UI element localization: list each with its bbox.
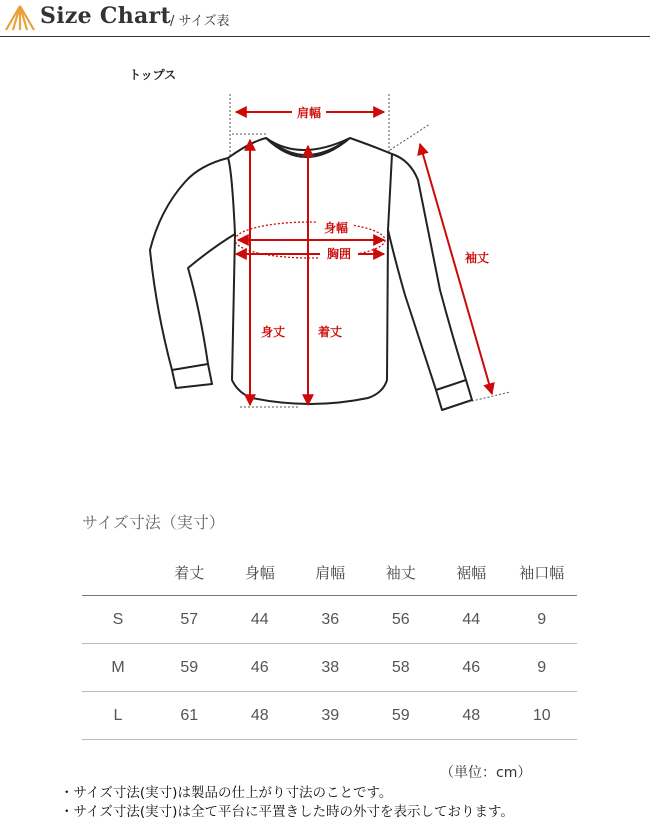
table-cell: 10 [507, 692, 578, 740]
table-cell: 44 [225, 596, 296, 644]
table-cell: 39 [295, 692, 366, 740]
table-cell: 61 [154, 692, 225, 740]
table-cell: 46 [225, 644, 296, 692]
page-title: Size Chart [40, 3, 171, 29]
size-table [82, 550, 577, 740]
page-subtitle: / サイズ表 [170, 14, 230, 29]
label-body-length: 身丈 [260, 325, 286, 339]
table-cell: 36 [295, 596, 366, 644]
table-row [82, 692, 577, 740]
table-cell: 9 [507, 644, 578, 692]
table-cell: 56 [366, 596, 437, 644]
column-header-body-width: 身幅 [225, 550, 296, 596]
table-cell: 9 [507, 596, 578, 644]
column-header-cuff-width: 袖口幅 [507, 550, 578, 596]
diagram-category-label: トップス [129, 68, 177, 82]
stripes-triangle-icon [4, 4, 36, 32]
table-row [82, 596, 577, 644]
table-cell: 44 [436, 596, 507, 644]
table-cell: 38 [295, 644, 366, 692]
measurement-arrows [236, 112, 492, 405]
unit-label: （単位：cm） [440, 765, 532, 781]
table-cell: 57 [154, 596, 225, 644]
size-table-title: サイズ寸法（実寸） [82, 513, 225, 532]
column-header-length: 着丈 [154, 550, 225, 596]
table-row [82, 644, 577, 692]
size-label: S [82, 596, 154, 644]
table-cell: 59 [154, 644, 225, 692]
column-header-size [82, 550, 154, 596]
page-header [0, 0, 650, 37]
table-cell: 58 [366, 644, 437, 692]
table-cell: 48 [436, 692, 507, 740]
table-cell: 59 [366, 692, 437, 740]
label-shoulder: 肩幅 [296, 106, 322, 120]
footnote: ・サイズ寸法(実寸)は製品の仕上がり寸法のことです。 [60, 785, 393, 801]
table-cell: 46 [436, 644, 507, 692]
size-label: L [82, 692, 154, 740]
garment-diagram [0, 80, 650, 420]
label-chest: 胸囲 [326, 247, 352, 261]
shirt-outline [150, 138, 472, 410]
column-header-shoulder: 肩幅 [295, 550, 366, 596]
size-label: M [82, 644, 154, 692]
table-cell: 48 [225, 692, 296, 740]
label-sleeve: 袖丈 [464, 251, 490, 265]
column-header-sleeve: 袖丈 [366, 550, 437, 596]
table-header-row [82, 550, 577, 596]
label-length: 着丈 [317, 325, 343, 339]
column-header-hem-width: 裾幅 [436, 550, 507, 596]
label-body-width: 身幅 [323, 221, 349, 235]
footnote: ・サイズ寸法(実寸)は全て平台に平置きした時の外寸を表示しております。 [60, 804, 514, 820]
